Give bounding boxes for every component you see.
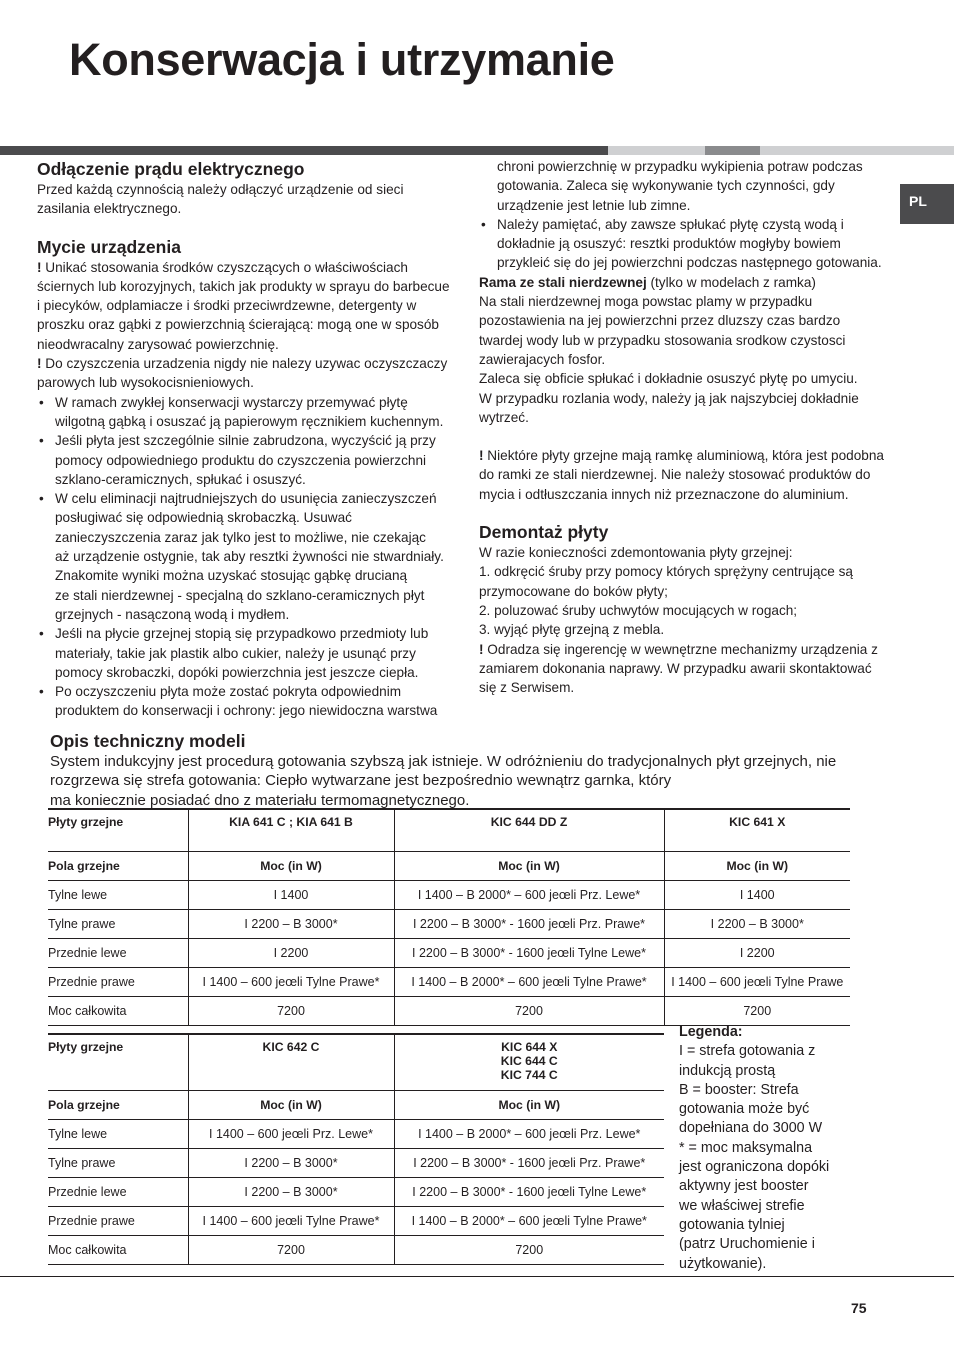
text-line: parowych lub wysokocisnieniowych.: [37, 375, 254, 391]
table-subheader-row: [48, 1090, 664, 1119]
text-line: Zaleca się obficie spłukać i dokładnie osuszyć płytę po umyciu.: [479, 371, 858, 387]
legend: [679, 1023, 854, 1274]
rinse-bullets: [479, 215, 899, 273]
text-line: do ramki ze stali nierdzewnej. Nie należy stosować produktów do: [479, 467, 871, 483]
list-item: [37, 489, 462, 624]
text-line: nieodwracalny zarysować powierzchnię.: [37, 336, 279, 352]
table-subheader-row: [48, 851, 850, 880]
table-cell: I 2200 – B 3000*: [664, 909, 850, 938]
legend-line: użytkowanie).: [679, 1255, 767, 1272]
table-cell: Pola grzejne: [48, 851, 188, 880]
text-line: mycia i odtłuszczania innych niż przeznaczone do aluminium.: [479, 486, 849, 502]
table-cell: 7200: [664, 996, 850, 1025]
table-cell: I 1400 – B 2000* – 600 jeœli Tylne Prawe*: [394, 967, 664, 996]
legend-title: Legenda:: [679, 1024, 743, 1040]
technical-description: [50, 730, 880, 810]
warning-paragraph: [37, 258, 462, 277]
table-cell: I 2200 – B 3000*: [188, 1177, 394, 1206]
table-row: [48, 996, 850, 1025]
table-cell: I 1400 – B 2000* – 600 jeœli Prz. Lewe*: [394, 880, 664, 909]
table-cell: Płyty grzejne: [48, 1034, 188, 1090]
text-line: • Jeśli płyta jest szczególnie silnie zabrudzona, wyczyścić ją przy: [55, 433, 436, 449]
table-cell: I 2200: [188, 938, 394, 967]
table-cell: Moc (in W): [664, 851, 850, 880]
table-cell: I 1400 – 600 jeœli Tylne Prawe*: [188, 967, 394, 996]
table-cell: [394, 1034, 664, 1090]
table-cell: I 1400 – B 2000* – 600 jeœli Tylne Prawe*: [394, 1206, 664, 1235]
table-row: [48, 1206, 664, 1235]
legend-line: (patrz Uruchomienie i: [679, 1236, 815, 1253]
table-cell: Moc całkowita: [48, 1235, 188, 1264]
legend-line: indukcją prostą: [679, 1062, 776, 1079]
text-line: pozostawienia na jej powierzchni przez dluzszy czas bardzo: [479, 313, 841, 329]
table-cell: Tylne prawe: [48, 909, 188, 938]
legend-line: gotowania tylniej: [679, 1216, 785, 1233]
text-line: 2. poluzować śruby uchwytów mocujących w rogach;: [479, 602, 798, 618]
footer-rule: [0, 1276, 954, 1277]
table-header-row: [48, 1034, 664, 1090]
text-line: ściernych lub korozyjnych, takich jak produkty w sprayu do barbecue: [37, 278, 450, 294]
table-cell: I 2200 – B 3000*: [188, 909, 394, 938]
legend-line: B = booster: Strefa: [679, 1081, 799, 1098]
text-line: chroni powierzchnię w przypadku wykipienia potraw podczas: [497, 159, 863, 174]
text-line: grzejnych - nasączoną wodą i mydłem.: [55, 606, 290, 622]
table-cell: I 2200 – B 3000* - 1600 jeœli Tylne Lewe*: [394, 1177, 664, 1206]
rama-bold: Rama ze stali nierdzewnej: [479, 274, 647, 290]
section-heading-technical: Opis techniczny modeli: [50, 731, 246, 751]
text-line: zanieczyszczenia zaraz jak tylko jest to możliwe, nie czekając: [55, 529, 426, 545]
table-cell: Pola grzejne: [48, 1090, 188, 1119]
text-line: przymocowane do boków płyty;: [479, 583, 668, 599]
text-line: System indukcyjny jest procedurą gotowania szybszą jak istnieje. W odróżnieniu do tradycjonalnych płyt grzejnych, nie: [50, 753, 837, 770]
legend-line: dopełniana do 3000 W: [679, 1120, 823, 1137]
text-line: wytrzeć.: [479, 409, 529, 425]
header-bar-light-end: [760, 146, 954, 155]
text-line: Odradza się ingerencję w wewnętrzne mechanizmy urządzenia z: [483, 641, 878, 657]
text-line: Przed każdą czynnością należy odłączyć urządzenie od sieci: [37, 182, 404, 197]
legend-line: we właściwej strefie: [679, 1197, 805, 1214]
page-number: 75: [851, 1300, 867, 1316]
text-line: i piecyków, odplamiacze i środki przeciwrdzewne, detergenty w: [37, 298, 417, 314]
text-line: Do czyszczenia urzadzenia nigdy nie nalezy uzywac oczyszczaczy: [41, 356, 448, 372]
section-heading-power: Odłączenie prądu elektrycznego: [37, 159, 305, 179]
table-cell: KIC 644 DD Z: [394, 809, 664, 851]
text-line: aż urządzenie ostygnie, tak aby resztki żywności nie stwardniały.: [55, 549, 444, 565]
table-row: [48, 967, 850, 996]
table-cell: 7200: [394, 1235, 664, 1264]
spec-table-2: [48, 1033, 664, 1265]
text-line: 3. wyjąć płytę grzejną z mebla.: [479, 622, 665, 638]
section-heading-cleaning: Mycie urządzenia: [37, 236, 181, 257]
table-cell: 7200: [394, 996, 664, 1025]
model-line: KIC 644 X: [501, 1040, 558, 1054]
text-line: pomocy skrobaczki, dopóki powierzchnia jest jeszcze ciepła.: [55, 664, 419, 680]
text-line: pomocy odpowiedniego produktu do czyszczenia powierzchni: [55, 452, 427, 468]
table-cell: Tylne prawe: [48, 1148, 188, 1177]
text-line: przykleić się do jej powierzchni podczas następnego gotowania.: [497, 255, 882, 271]
warning-mark: !: [37, 259, 42, 275]
spec-table-1: [48, 808, 850, 1026]
text-line: • Po oczyszczeniu płyta może zostać pokryta odpowiednim: [55, 684, 402, 700]
text-line: Unikać stosowania środków czyszczących o właściwościach: [41, 259, 408, 275]
language-tab: PL: [900, 184, 954, 224]
table-cell: I 2200 – B 3000* - 1600 jeœli Prz. Prawe*: [394, 1148, 664, 1177]
table-cell: I 1400 – B 2000* – 600 jeœli Prz. Lewe*: [394, 1119, 664, 1148]
table-cell: I 2200: [664, 938, 850, 967]
text-line: rozgrzewa się strefa gotowania: Ciepło wytwarzane jest bezpośrednio wewnątrz garnka, który: [50, 772, 672, 790]
text-line: ze stali nierdzewnej - specjalną do szklano-ceramicznych płyt: [55, 587, 425, 603]
text-line: produktem do konserwacji i ochrony: jego niewidoczna warstwa: [55, 703, 438, 719]
header-bar-mid: [705, 146, 760, 155]
rama-heading: [479, 273, 899, 292]
table-cell: I 1400 – 600 jeœli Tylne Prawe*: [188, 1206, 394, 1235]
table-cell: I 2200 – B 3000* - 1600 jeœli Tylne Lewe*: [394, 938, 664, 967]
warning-paragraph: [37, 354, 462, 373]
text-line: wilgotną gąbką i osuszać ją papierowym ręcznikiem kuchennym.: [55, 413, 444, 429]
cleaning-bullets: [37, 393, 462, 721]
text-line: dokładnie ją osuszyć: resztki produktów mogłyby bowiem: [497, 236, 841, 252]
warning-paragraph: [479, 446, 899, 465]
legend-line: I = strefa gotowania z: [679, 1043, 816, 1060]
legend-line: * = moc maksymalna: [679, 1139, 813, 1156]
list-item: [37, 682, 462, 721]
text-line: Niektóre płyty grzejne mają ramkę aluminiową, która jest podobna: [483, 448, 884, 464]
text-line: • Jeśli na płycie grzejnej stopią się przypadkowo przedmioty lub: [55, 626, 429, 642]
warning-mark: !: [479, 448, 484, 464]
rama-note: (tylko w modelach z ramka): [646, 274, 816, 290]
model-line: KIC 744 C: [500, 1068, 558, 1082]
list-item: [479, 215, 899, 273]
text-line: szklano-ceramicznych, spłukać i osuszyć.: [55, 471, 306, 487]
text-line: W przypadku rozlania wody, należy ją jak najszybciej dokładnie: [479, 390, 859, 406]
warning-paragraph: [479, 640, 899, 659]
text-line: Znakomite wyniki można uzyskać stosując gąbkę drucianą: [55, 568, 408, 584]
warning-mark: !: [37, 356, 42, 372]
right-column: [479, 157, 899, 697]
table-cell: I 1400 – 600 jeœli Prz. Lewe*: [188, 1119, 394, 1148]
header-bar-light: [608, 146, 705, 155]
legend-line: gotowania może być: [679, 1101, 810, 1118]
table-cell: Moc (in W): [394, 1090, 664, 1119]
text-line: • W ramach zwykłej konserwacji wystarczy przemywać płytę: [55, 394, 408, 410]
text-line: • Należy pamiętać, aby zawsze spłukać płytę czystą wodą i: [497, 216, 844, 232]
text-line: gotowania. Zaleca się wykonywanie tych czynności, gdy: [497, 178, 835, 194]
legend-line: aktywny jest booster: [679, 1178, 809, 1195]
header-bar-dark: [0, 146, 608, 155]
table-cell: Przednie prawe: [48, 967, 188, 996]
table-cell: Tylne lewe: [48, 880, 188, 909]
left-column: [37, 158, 462, 721]
table-cell: Moc całkowita: [48, 996, 188, 1025]
table-row: [48, 1119, 664, 1148]
table-cell: Moc (in W): [188, 1090, 394, 1119]
text-line: zawierajacych fosfor.: [479, 351, 606, 367]
table-header-row: [48, 809, 850, 851]
text-line: posługiwać się odpowiednią skrobaczką. Usuwać: [55, 510, 352, 526]
table-cell: KIC 641 X: [664, 809, 850, 851]
text-line: materiały, takie jak plastik albo cukier, należy je usunąć przy: [55, 645, 416, 661]
table-cell: Moc (in W): [188, 851, 394, 880]
model-line: KIC 644 C: [500, 1054, 558, 1068]
text-line: się z Serwisem.: [479, 680, 575, 696]
table-cell: Płyty grzejne: [48, 809, 188, 851]
continued-text: [479, 157, 899, 215]
table-row: [48, 880, 850, 909]
table-cell: Przednie lewe: [48, 938, 188, 967]
table-cell: Moc (in W): [394, 851, 664, 880]
table-cell: 7200: [188, 996, 394, 1025]
list-item: [37, 431, 462, 489]
text-line: W razie konieczności zdemontowania płyty grzejnej:: [479, 545, 793, 561]
table-cell: I 2200 – B 3000*: [188, 1148, 394, 1177]
table-cell: Tylne lewe: [48, 1119, 188, 1148]
list-item: [37, 624, 462, 682]
table-cell: I 1400 – 600 jeœli Tylne Prawe: [664, 967, 850, 996]
table-cell: KIA 641 C ; KIA 641 B: [188, 809, 394, 851]
text-line: zamiarem dokonania naprawy. W przypadku awarii skontaktować: [479, 660, 872, 676]
text-line: zasilania elektrycznego.: [37, 201, 182, 217]
page-title: Konserwacja i utrzymanie: [69, 34, 615, 85]
table-cell: 7200: [188, 1235, 394, 1264]
text-line: Na stali nierdzewnej moga powstac plamy w przypadku: [479, 294, 813, 310]
text-line: • W celu eliminacji najtrudniejszych do usunięcia zanieczyszczeń: [55, 491, 437, 507]
table-row: [48, 938, 850, 967]
table-cell: I 1400: [664, 880, 850, 909]
table-row: [48, 1148, 664, 1177]
table-row: [48, 909, 850, 938]
table-cell: I 1400: [188, 880, 394, 909]
legend-line: jest ograniczona dopóki: [679, 1159, 830, 1176]
text-line: twardej wody lub w przypadku stosowania srodkow czystosci: [479, 332, 846, 348]
text-line: urządzenie jest letnie lub zimne.: [497, 197, 691, 213]
table-cell: I 2200 – B 3000* - 1600 jeœli Prz. Prawe*: [394, 909, 664, 938]
warning-mark: !: [479, 641, 484, 657]
table-row: [48, 1177, 664, 1206]
text-line: 1. odkręcić śruby przy pomocy których sprężyny centrujące są: [479, 564, 853, 580]
section-heading-dismantle: Demontaż płyty: [479, 522, 609, 543]
table-cell: Przednie prawe: [48, 1206, 188, 1235]
table-row: [48, 1235, 664, 1264]
text-line: proszku oraz gąbki z powierzchnią ścierającą: mogą one w sposób: [37, 317, 439, 333]
text-line: ma koniecznie posiadać dno z materiału termomagnetycznego.: [50, 791, 470, 809]
table-cell: Przednie lewe: [48, 1177, 188, 1206]
table-cell: KIC 642 C: [188, 1034, 394, 1090]
list-item: [37, 393, 462, 432]
